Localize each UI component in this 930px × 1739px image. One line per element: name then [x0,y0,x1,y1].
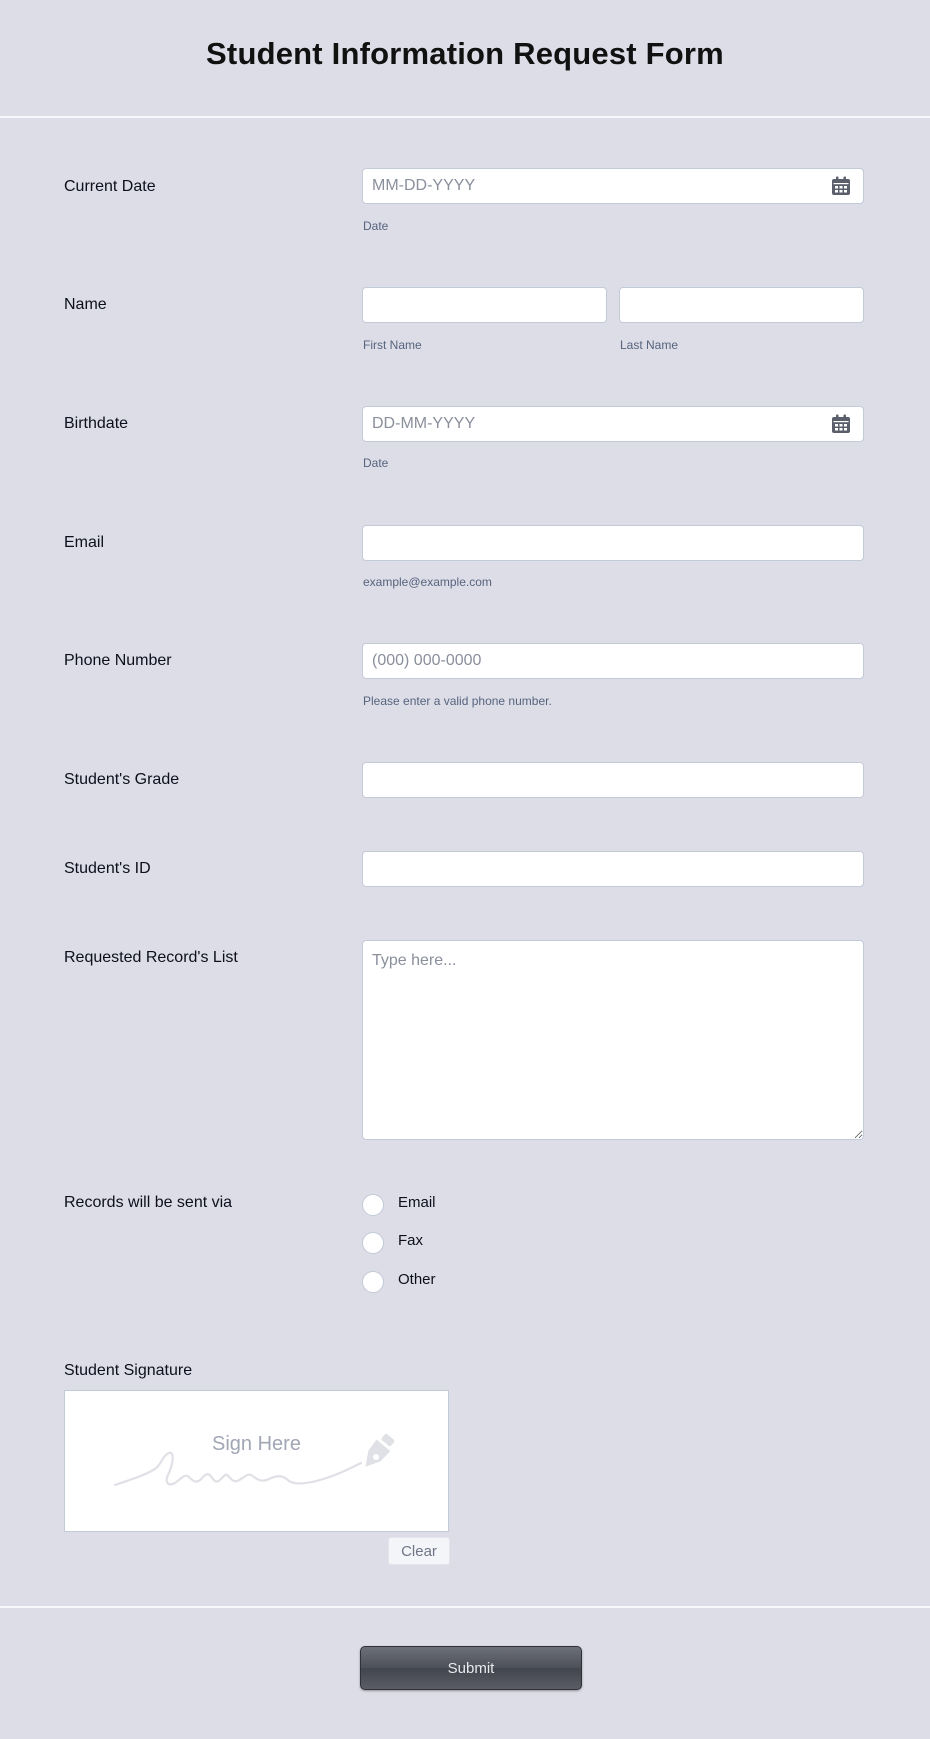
name-label: Name [64,296,107,313]
radio-label: Email [398,1193,436,1211]
phone-label: Phone Number [64,652,172,669]
current-date-input[interactable] [362,168,864,204]
calendar-icon[interactable] [831,414,851,434]
radio-label: Fax [398,1231,424,1249]
first-name-sublabel: First Name [363,338,422,352]
birthdate-input[interactable] [362,406,864,442]
birthdate-sublabel: Date [363,456,389,470]
submit-button[interactable]: Submit [360,1646,582,1690]
delivery-label: Records will be sent via [64,1194,233,1211]
radio-option-fax[interactable] [362,1230,423,1256]
student-id-label: Student's ID [64,860,151,877]
grade-label: Student's Grade [64,771,180,788]
form-title: Student Information Request Form [206,36,724,71]
radio-button[interactable] [362,1194,384,1216]
radio-option-email[interactable] [362,1192,436,1218]
first-name-input[interactable] [362,287,607,323]
footer-divider [0,1606,930,1608]
email-sublabel: example@example.com [363,575,492,589]
signature-scribble-icon [113,1429,393,1499]
phone-input[interactable] [362,643,864,679]
phone-sublabel: Please enter a valid phone number. [363,694,552,708]
radio-label: Other [398,1270,436,1288]
current-date-sublabel: Date [363,219,389,233]
radio-button[interactable] [362,1271,384,1293]
last-name-sublabel: Last Name [620,338,679,352]
records-textarea[interactable] [362,940,864,1140]
student-id-input[interactable] [362,851,864,887]
current-date-label: Current Date [64,178,156,195]
sign-here-prompt: Sign Here [212,1433,301,1455]
email-label: Email [64,534,105,551]
signature-label: Student Signature [64,1362,193,1379]
calendar-icon[interactable] [831,176,851,196]
records-label: Requested Record's List [64,949,238,966]
signature-pad[interactable] [64,1390,449,1532]
header-divider [0,116,930,118]
radio-button[interactable] [362,1232,384,1254]
clear-signature-button[interactable]: Clear [388,1537,450,1565]
email-input[interactable] [362,525,864,561]
pen-nib-icon [355,1431,399,1475]
birthdate-label: Birthdate [64,415,129,432]
radio-option-other[interactable] [362,1269,436,1295]
last-name-input[interactable] [619,287,864,323]
grade-input[interactable] [362,762,864,798]
